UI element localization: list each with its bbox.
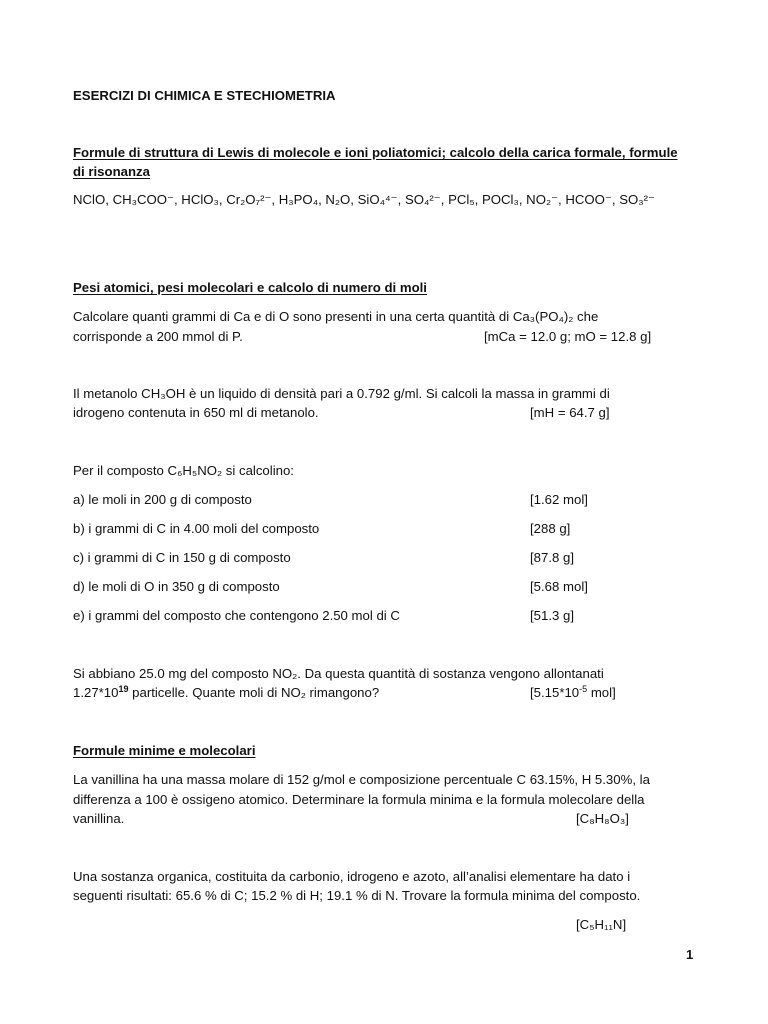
section-heading-lewis-line2: di risonanza [73, 164, 150, 179]
exercise-methanol-line2: idrogeno contenuta in 650 ml di metanolo. [73, 405, 319, 420]
exercise-methanol-answer: [mH = 64.7 g] [530, 405, 610, 420]
lewis-formula-list: NClO, CH₃COO⁻, HClO₃, Cr₂O₇²⁻, H₃PO₄, N₂O, SiO₄⁴⁻, SO₄²⁻, PCl₅, POCl₃, NO₂⁻, HCOO⁻, SO₃²⁻ [73, 192, 655, 207]
exercise-ca-answer: [mCa = 12.0 g; mO = 12.8 g] [484, 329, 652, 344]
list-item: c) i grammi di C in 150 g di composto [73, 550, 291, 565]
exercise-ca-line2: corrisponde a 200 mmol di P. [73, 329, 243, 344]
list-item-answer: [5.68 mol] [530, 579, 588, 594]
list-item-answer: [1.62 mol] [530, 492, 588, 507]
list-item-answer: [288 g] [530, 521, 571, 536]
section-heading-lewis-line1: Formule di struttura di Lewis di molecole e ioni poliatomici; calcolo della carica formale, formule [73, 145, 678, 160]
list-item-answer: [51.3 g] [530, 608, 574, 623]
exercise-vanillin-answer: [C₈H₈O₃] [576, 811, 629, 826]
list-item-answer: [87.8 g] [530, 550, 574, 565]
exercise-organic-line1: Una sostanza organica, costituita da carbonio, idrogeno e azoto, all’analisi elementare ha dato i [73, 869, 631, 884]
exercise-organic-answer: [C₅H₁₁N] [576, 917, 627, 932]
exercise-no2-line2: $1.27*10^{19}$ particelle. Quante moli di NO₂ rimangono? [73, 684, 380, 700]
exercise-no2-line1: Si abbiano 25.0 mg del composto NO₂. Da questa quantità di sostanza vengono allontanati [73, 666, 604, 681]
exercise-compound-intro: Per il composto C₆H₅NO₂ si calcolino: [73, 463, 294, 478]
list-item: b) i grammi di C in 4.00 moli del composto [73, 521, 320, 536]
list-item: e) i grammi del composto che contengono 2.50 mol di C [73, 608, 400, 623]
page-number: 1 [686, 947, 694, 962]
document-title: ESERCIZI DI CHIMICA E STECHIOMETRIA [73, 88, 336, 103]
list-item: d) le moli di O in 350 g di composto [73, 579, 280, 594]
exercise-no2-answer: [$5.15*10^{-5}$ mol] [530, 684, 616, 700]
exercise-ca-line1: Calcolare quanti grammi di Ca e di O sono presenti in una certa quantità di Ca₃(PO₄)₂ che [73, 309, 599, 324]
section-heading-formulas: Formule minime e molecolari [73, 743, 256, 758]
exercise-methanol-line1: Il metanolo CH₃OH è un liquido di densità pari a 0.792 g/ml. Si calcoli la massa in grammi di [73, 386, 610, 401]
section-heading-moles: Pesi atomici, pesi molecolari e calcolo di numero di moli [73, 280, 427, 295]
exercise-vanillin-line2: differenza a 100 è ossigeno atomico. Determinare la formula minima e la formula molecolare della [73, 792, 645, 807]
exercise-vanillin-line1: La vanillina ha una massa molare di 152 g/mol e composizione percentuale C 63.15%, H 5.30%, la [73, 772, 650, 787]
exercise-vanillin-line3: vanillina. [73, 811, 125, 826]
list-item: a) le moli in 200 g di composto [73, 492, 252, 507]
exercise-organic-line2: seguenti risultati: 65.6 % di C; 15.2 % di H; 19.1 % di N. Trovare la formula minima del composto. [73, 888, 641, 903]
